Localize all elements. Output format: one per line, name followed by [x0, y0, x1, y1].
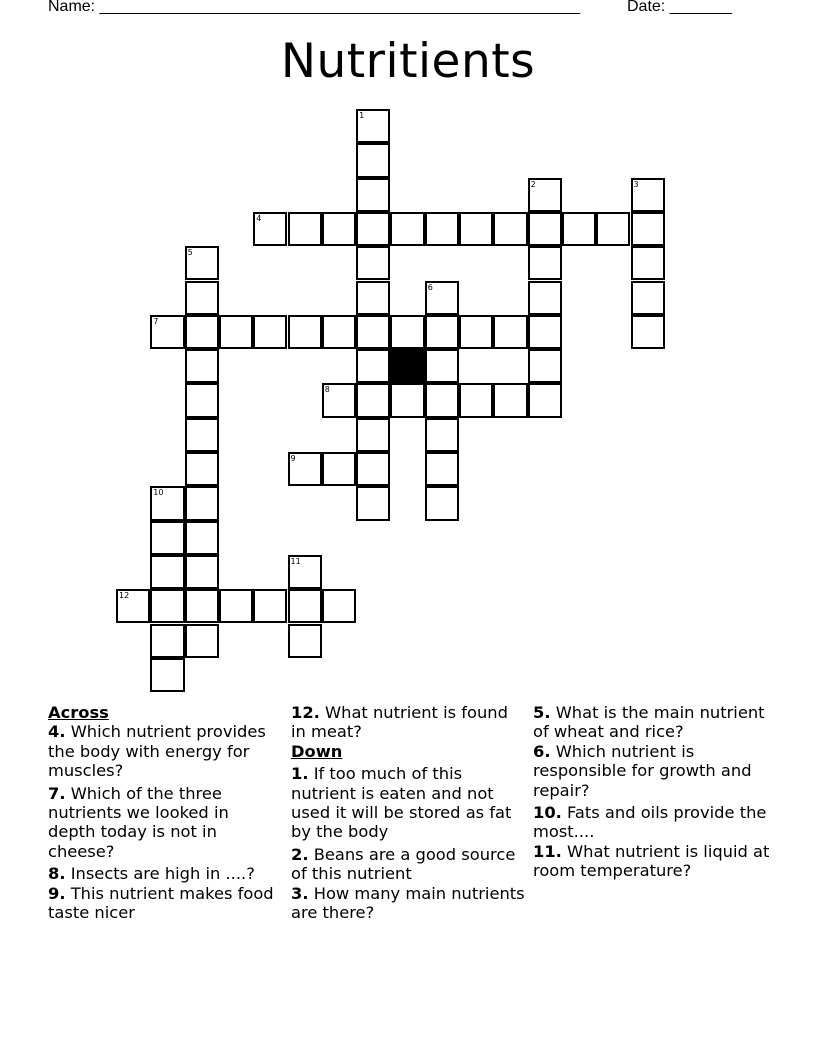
grid-cell[interactable] [631, 178, 665, 212]
grid-cell[interactable] [150, 315, 184, 349]
grid-cell[interactable] [322, 315, 356, 349]
clue-number-label: 8 [324, 385, 330, 395]
grid-cell[interactable] [425, 349, 459, 383]
grid-cell[interactable] [631, 281, 665, 315]
clues-column-2 [291, 703, 526, 925]
clue-down-10 [533, 803, 773, 842]
clue-text: Which of the three nutrients we looked in depth today is not in cheese? [48, 783, 229, 861]
clue-down-2 [291, 845, 526, 884]
clue-number: 8. [48, 864, 66, 884]
grid-cell[interactable] [116, 589, 150, 623]
grid-cell[interactable] [150, 555, 184, 589]
clue-number: 2. [291, 844, 309, 864]
grid-cell[interactable] [459, 212, 493, 246]
grid-cell[interactable] [356, 109, 390, 143]
clue-text: Which nutrient is responsible for growth and repair? [533, 741, 752, 800]
clues-column-3 [533, 703, 773, 884]
grid-cell[interactable] [219, 315, 253, 349]
grid-cell[interactable] [185, 452, 219, 486]
clue-text: Fats and oils provide the most.... [533, 803, 767, 842]
clue-across-8 [48, 864, 276, 883]
clue-down-3 [291, 884, 526, 923]
grid-cell[interactable] [356, 383, 390, 417]
grid-cell[interactable] [185, 281, 219, 315]
clue-number-label: 11 [290, 556, 301, 566]
grid-cell[interactable] [253, 315, 287, 349]
clue-down-1 [291, 764, 526, 842]
grid-cell[interactable] [185, 521, 219, 555]
grid-cell[interactable] [253, 589, 287, 623]
grid-cell[interactable] [288, 212, 322, 246]
grid-cell[interactable] [185, 418, 219, 452]
grid-cell[interactable] [150, 521, 184, 555]
clue-across-12 [291, 703, 526, 742]
grid-cell[interactable] [356, 281, 390, 315]
grid-cell[interactable] [185, 555, 219, 589]
grid-cell[interactable] [288, 315, 322, 349]
grid-cell[interactable] [185, 349, 219, 383]
crossword-grid [117, 110, 717, 710]
clue-number: 9. [48, 883, 66, 903]
clue-number: 4. [48, 722, 66, 742]
grid-cell[interactable] [185, 383, 219, 417]
clue-number-label: 7 [153, 316, 159, 326]
clue-number-label: 4 [256, 213, 262, 223]
clue-number: 10. [533, 803, 562, 823]
grid-cell[interactable] [185, 246, 219, 280]
clue-number-label: 10 [153, 488, 164, 498]
clue-number: 6. [533, 741, 551, 761]
grid-cell[interactable] [493, 315, 527, 349]
clue-across-7 [48, 784, 276, 862]
clue-text: Which nutrient provides the body with energy for muscles? [48, 722, 266, 781]
clue-number-label: 5 [187, 248, 193, 258]
grid-cell[interactable] [390, 315, 424, 349]
grid-cell[interactable] [631, 212, 665, 246]
clue-text: Beans are a good source of this nutrient [291, 844, 516, 884]
grid-cell[interactable] [150, 658, 184, 692]
grid-cell[interactable] [356, 486, 390, 520]
across-heading: Across [48, 703, 109, 722]
clue-down-11 [533, 842, 773, 881]
grid-cell[interactable] [528, 315, 562, 349]
grid-cell[interactable] [356, 418, 390, 452]
clue-text: What is the main nutrient of wheat and rice? [533, 703, 765, 742]
grid-cell[interactable] [288, 555, 322, 589]
grid-cell[interactable] [288, 452, 322, 486]
grid-cell[interactable] [322, 212, 356, 246]
clue-text: What nutrient is found in meat? [291, 703, 508, 742]
grid-cell[interactable] [356, 452, 390, 486]
name-field-label: Name: ______________________________________________________ [48, 0, 581, 15]
grid-cell[interactable] [253, 212, 287, 246]
grid-cell[interactable] [390, 383, 424, 417]
clue-number: 3. [291, 883, 309, 903]
clues-column-1 [48, 703, 276, 925]
grid-cell[interactable] [425, 452, 459, 486]
grid-cell[interactable] [459, 315, 493, 349]
clue-down-5 [533, 703, 773, 742]
grid-cell[interactable] [425, 212, 459, 246]
grid-cell[interactable] [562, 212, 596, 246]
grid-cell[interactable] [528, 246, 562, 280]
grid-cell[interactable] [356, 212, 390, 246]
grid-cell[interactable] [288, 624, 322, 658]
grid-cell[interactable] [150, 486, 184, 520]
grid-cell[interactable] [459, 383, 493, 417]
grid-cell[interactable] [596, 212, 630, 246]
clue-across-9 [48, 884, 276, 923]
grid-cell[interactable] [322, 383, 356, 417]
clue-number: 1. [291, 764, 309, 784]
date-field-label: Date: _______ [627, 0, 732, 15]
grid-cell[interactable] [322, 589, 356, 623]
clue-number: 12. [291, 703, 320, 722]
grid-cell[interactable] [493, 383, 527, 417]
clue-text: This nutrient makes food taste nicer [48, 883, 274, 923]
grid-cell[interactable] [356, 349, 390, 383]
clue-across-4 [48, 722, 276, 780]
grid-cell[interactable] [185, 589, 219, 623]
grid-cell[interactable] [528, 281, 562, 315]
grid-cell[interactable] [356, 315, 390, 349]
clue-number-label: 9 [290, 454, 296, 463]
clue-text: If too much of this nutrient is eaten and not used it will be stored as fat by the body [291, 764, 512, 842]
clue-text: Insects are high in ....? [70, 864, 255, 884]
grid-cell[interactable] [425, 418, 459, 452]
page-title: Nutritients [280, 34, 536, 89]
clue-number-label: 6 [427, 282, 433, 292]
grid-cell[interactable] [631, 315, 665, 349]
clue-down-6 [533, 742, 773, 800]
grid-cell[interactable] [185, 486, 219, 520]
clue-number-label: 1 [359, 111, 365, 120]
grid-cell[interactable] [493, 212, 527, 246]
clue-number-label: 12 [119, 591, 130, 601]
grid-cell[interactable] [150, 589, 184, 623]
clue-number-label: 3 [633, 179, 639, 189]
grid-cell[interactable] [631, 246, 665, 280]
grid-cell[interactable] [185, 624, 219, 658]
grid-cell[interactable] [528, 212, 562, 246]
grid-cell[interactable] [528, 349, 562, 383]
clue-text: How many main nutrients are there? [291, 883, 525, 923]
clue-text: What nutrient is liquid at room temperature? [533, 841, 770, 881]
grid-cell[interactable] [150, 624, 184, 658]
grid-cell[interactable] [185, 315, 219, 349]
down-heading: Down [291, 741, 343, 761]
grid-cell[interactable] [425, 315, 459, 349]
grid-cell[interactable] [288, 589, 322, 623]
grid-cell[interactable] [356, 143, 390, 177]
grid-cell[interactable] [390, 212, 424, 246]
grid-cell[interactable] [219, 589, 253, 623]
clue-number: 11. [533, 841, 562, 861]
clue-number-label: 2 [530, 179, 536, 189]
grid-cell[interactable] [425, 486, 459, 520]
grid-cell[interactable] [528, 178, 562, 212]
grid-cell[interactable] [425, 383, 459, 417]
grid-cell[interactable] [322, 452, 356, 486]
clue-number: 5. [533, 703, 551, 722]
grid-cell[interactable] [356, 178, 390, 212]
black-cell [390, 349, 424, 383]
grid-cell[interactable] [356, 246, 390, 280]
grid-cell[interactable] [425, 281, 459, 315]
grid-cell[interactable] [528, 383, 562, 417]
clue-number: 7. [48, 783, 66, 803]
